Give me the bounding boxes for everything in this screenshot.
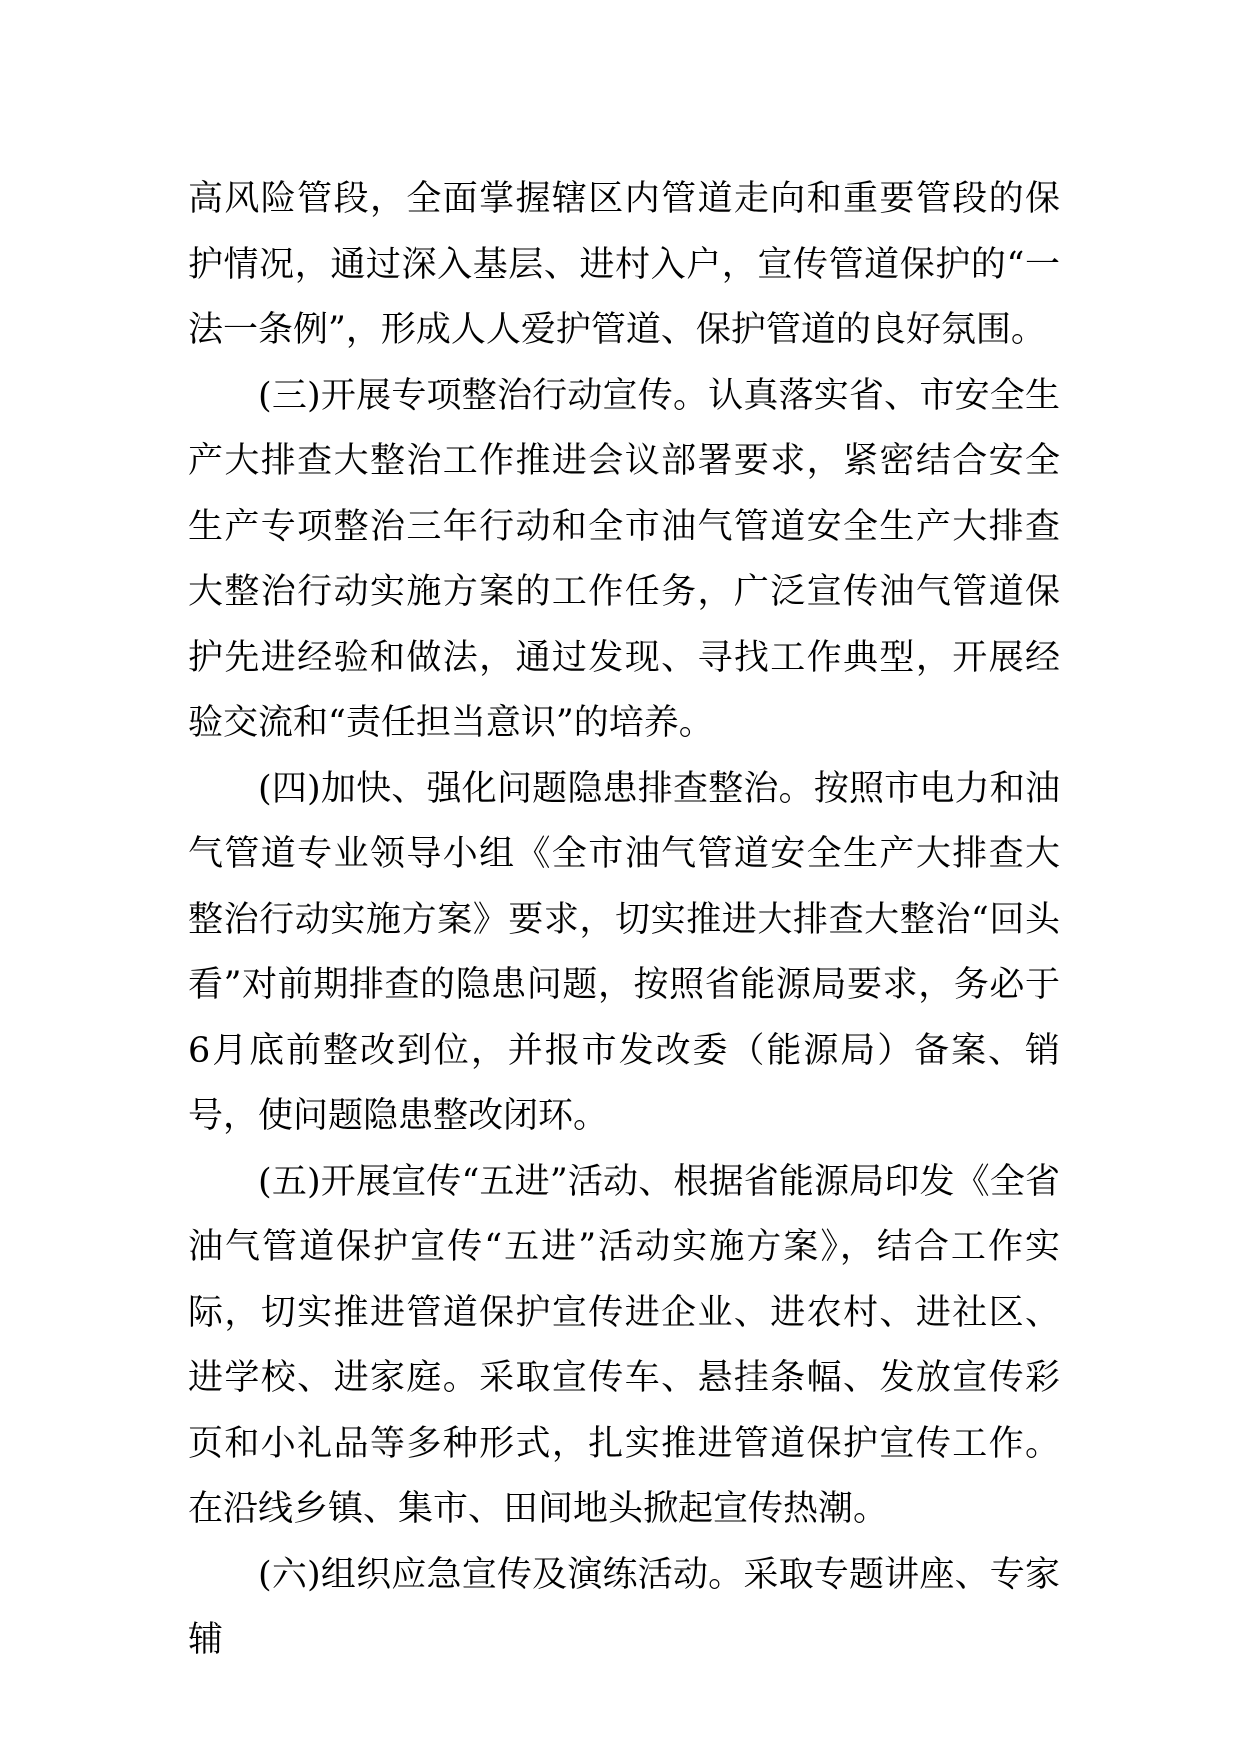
paragraph-continuation: 高风险管段，全面掌握辖区内管道走向和重要管段的保护情况，通过深入基层、进村入户，宣传管道保护的“一法一条例”，形成人人爱护管道、保护管道的良好氛围。: [188, 179, 1060, 350]
paragraph-section-6: (六)组织应急宣传及演练活动。采取专题讲座、专家辅: [188, 1554, 1060, 1660]
paragraph-section-3: (三)开展专项整治行动宣传。认真落实省、市安全生产大排查大整治工作推进会议部署要求，紧密结合安全生产专项整治三年行动和全市油气管道安全生产大排查大整治行动实施方案的工作任务，广泛宣传油气管道保护先进经验和做法，通过发现、寻找工作典型，开展经验交流和“责任担当意识”的培养。: [188, 375, 1060, 743]
paragraph-section-5: (五)开展宣传“五进”活动、根据省能源局印发《全省油气管道保护宣传“五进”活动实施方案》，结合工作实际，切实推进管道保护宣传进企业、进农村、进社区、进学校、进家庭。采取宣传车、悬挂条幅、发放宣传彩页和小礼品等多种形式，扎实推进管道保护宣传工作。在沿线乡镇、集市、田间地头掀起宣传热潮。: [188, 1161, 1060, 1529]
paragraph-section-4: (四)加快、强化问题隐患排查整治。按照市电力和油气管道专业领导小组《全市油气管道安全生产大排查大整治行动实施方案》要求，切实推进大排查大整治“回头看”对前期排查的隐患问题，按照省能源局要求，务必于6月底前整改到位，并报市发改委（能源局）备案、销号，使问题隐患整改闭环。: [188, 768, 1060, 1136]
document-body: [188, 167, 1060, 1674]
